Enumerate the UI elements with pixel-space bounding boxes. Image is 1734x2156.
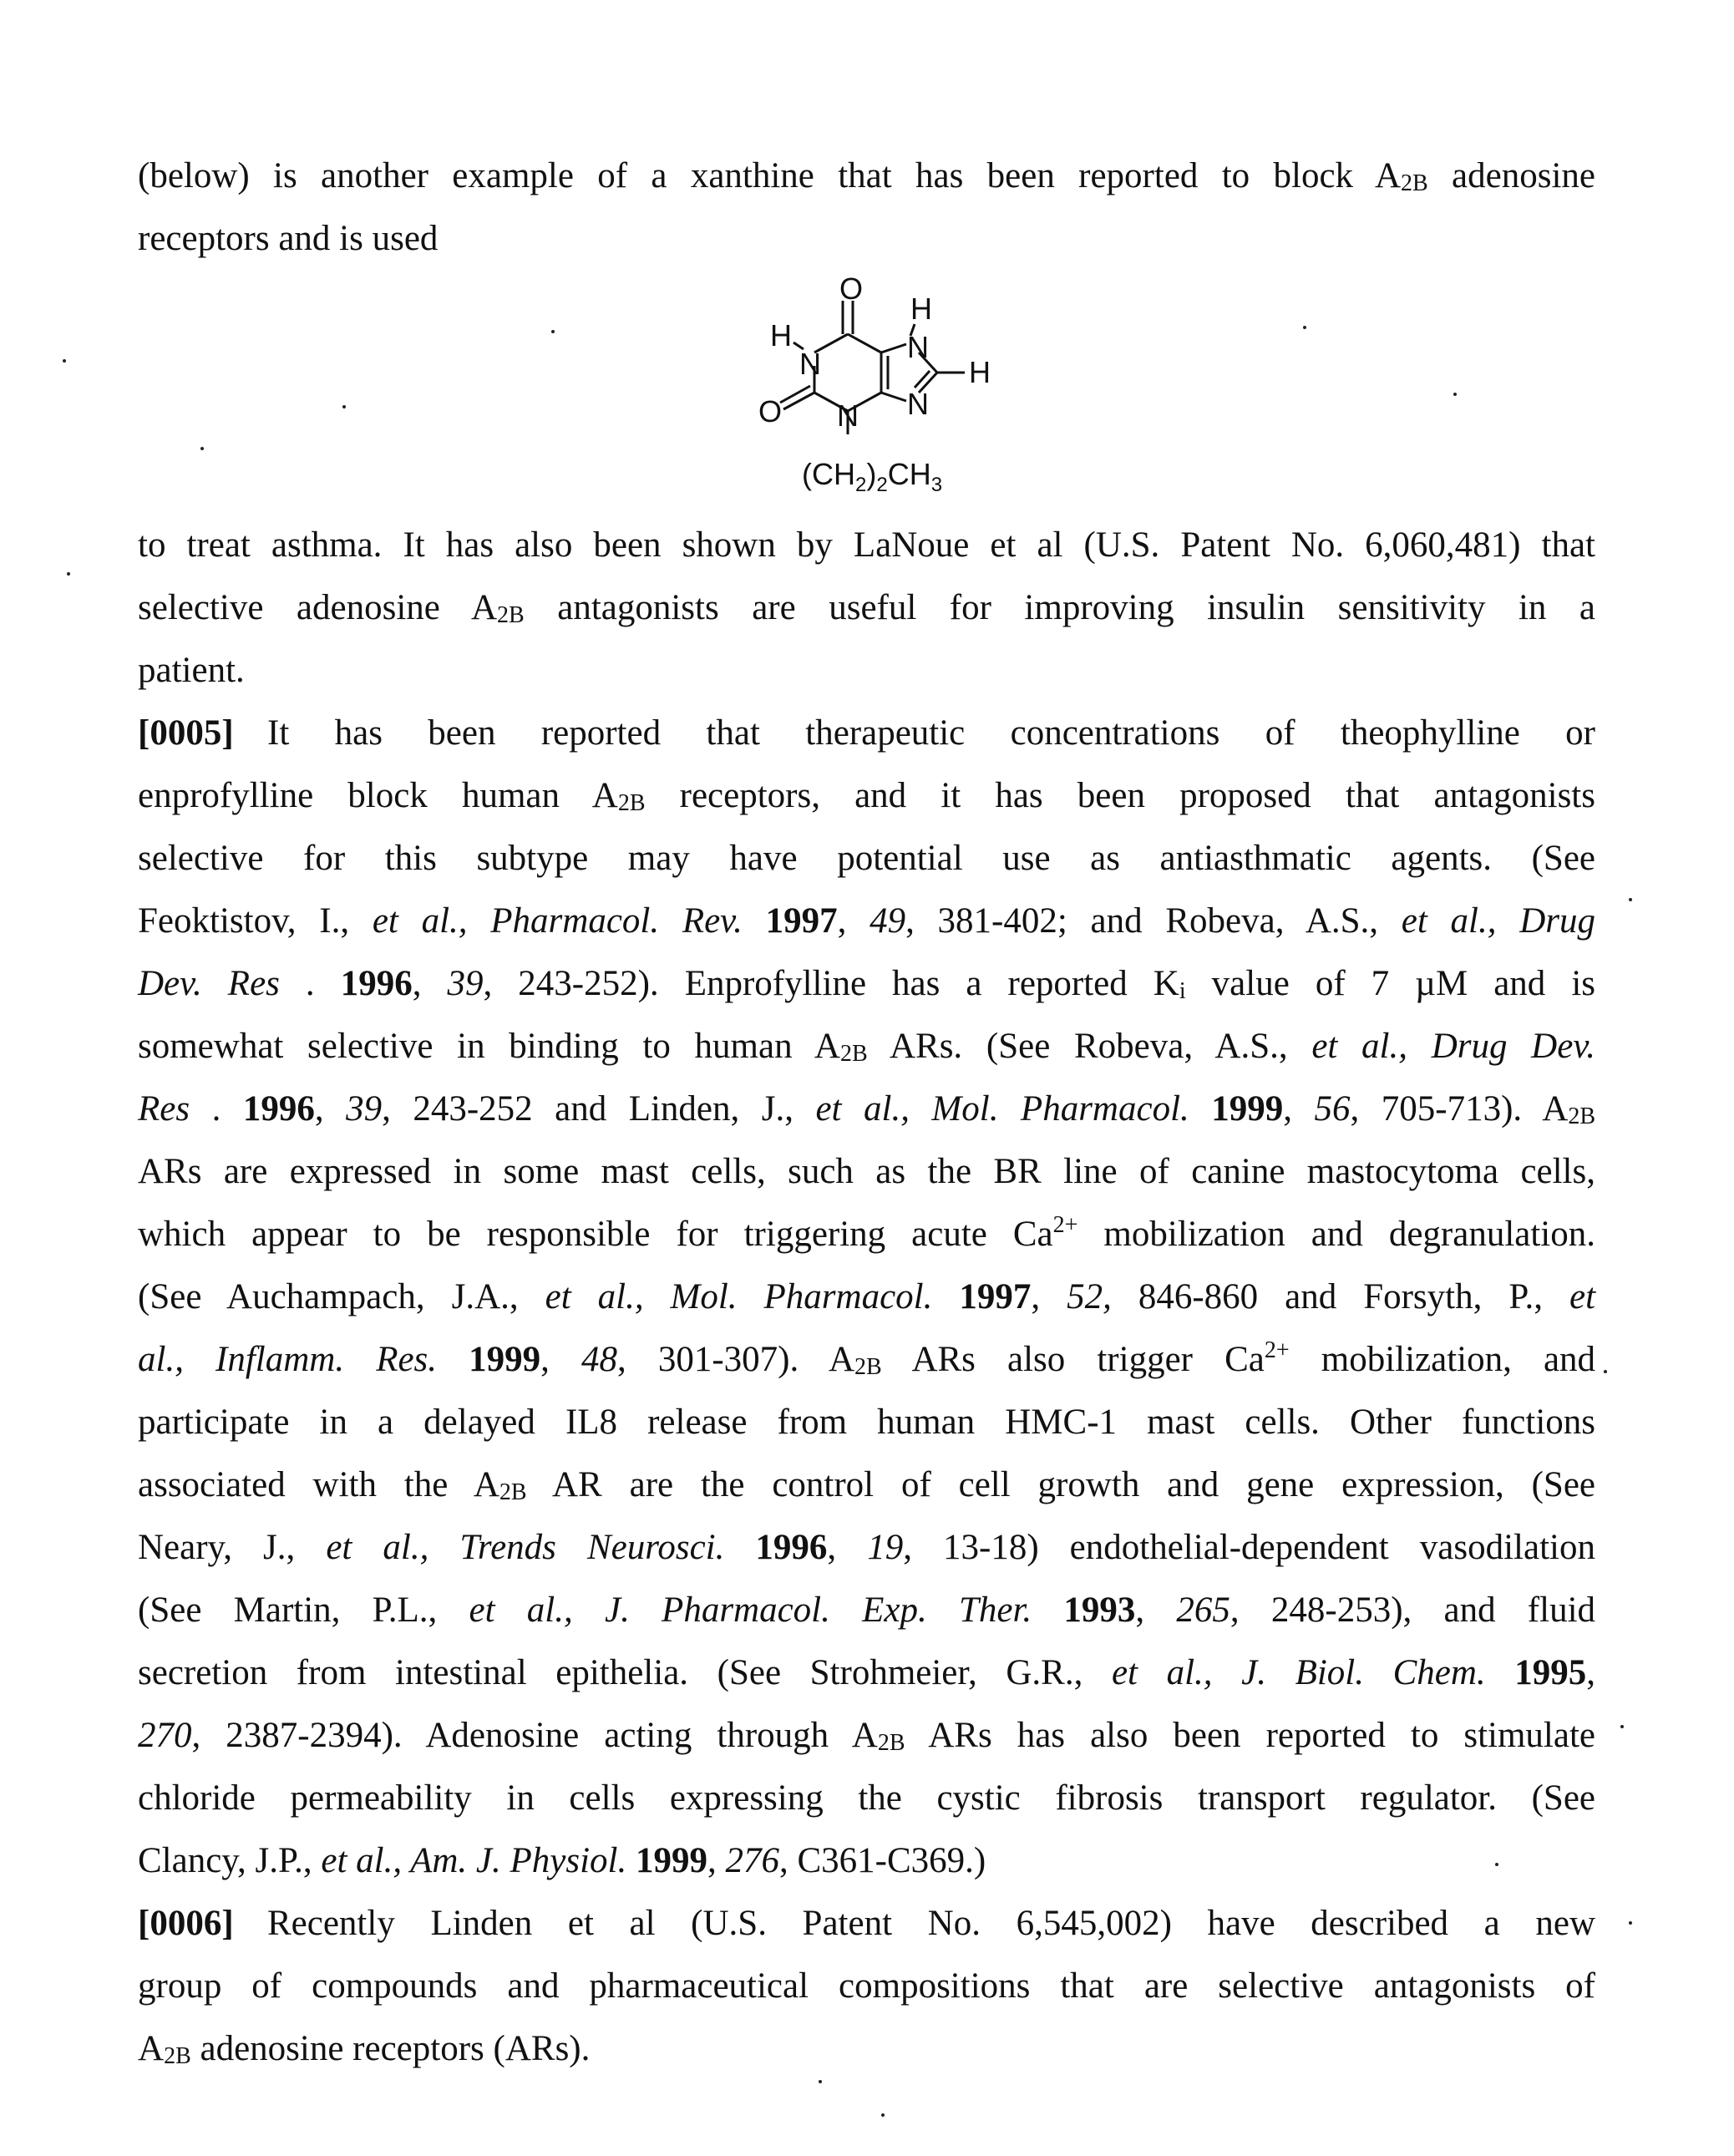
para-0005-line-2: enprofylline block human A2B receptors, and it has been proposed that antagonists: [138, 764, 1595, 827]
atom-n9: N: [907, 387, 929, 421]
para-0005-line-5: Dev. Res . 1996, 39, 243-252). Enprofylline has a reported Ki value of 7 µM and is: [138, 952, 1595, 1015]
para-0005-line-19: Clancy, J.P., et al., Am. J. Physiol. 1999, 276, C361-C369.): [138, 1829, 1595, 1892]
atom-n1: N: [799, 347, 821, 381]
after-structure-line-1: to treat asthma. It has also been shown by LaNoue et al (U.S. Patent No. 6,060,481) that: [138, 514, 1595, 576]
para-0005-line-6: somewhat selective in binding to human A2B ARs. (See Robeva, A.S., et al., Drug Dev.: [138, 1015, 1595, 1078]
scan-speck: [200, 447, 204, 450]
para-0005-line-17: 270, 2387-2394). Adenosine acting through A2B ARs has also been reported to stimulate: [138, 1704, 1595, 1767]
atom-o-left: O: [758, 394, 782, 429]
atom-h-top: H: [910, 292, 932, 326]
para-0005-line-14: Neary, J., et al., Trends Neurosci. 1996, 19, 13-18) endothelial-dependent vasodilation: [138, 1516, 1595, 1579]
scan-speck: [1629, 1921, 1632, 1925]
para-0006-tag: [0006]: [138, 1892, 267, 1955]
scan-speck: [67, 572, 70, 576]
para-0006-line-3: A2B adenosine receptors (ARs).: [138, 2017, 1595, 2080]
para-0005-line-13: associated with the A2B AR are the control of cell growth and gene expression, (See: [138, 1453, 1595, 1516]
para-0005-line-3: selective for this subtype may have potential use as antiasthmatic agents. (See: [138, 827, 1595, 890]
para-0006-line-2: group of compounds and pharmaceutical compositions that are selective antagonists of: [138, 1955, 1595, 2017]
para-0005-tag: [0005]: [138, 702, 267, 764]
after-structure-line-3: patient.: [138, 639, 1595, 702]
scan-speck: [63, 359, 66, 363]
scan-speck: [1303, 326, 1306, 329]
atom-o-top: O: [839, 276, 863, 306]
para-0005-line-7: Res . 1996, 39, 243-252 and Linden, J., et al., Mol. Pharmacol. 1999, 56, 705-713). A2B: [138, 1078, 1595, 1140]
scan-speck: [819, 2080, 822, 2083]
scan-speck: [1453, 393, 1457, 396]
intro-line-2: receptors and is used: [138, 207, 1595, 270]
para-0005-line-11: al., Inflamm. Res. 1999, 48, 301-307). A2B ARs also trigger Ca2+ mobilization, and: [138, 1328, 1595, 1391]
propyl-substituent: (CH2)2CH3: [802, 457, 942, 496]
para-0005-line-16: secretion from intestinal epithelia. (See Strohmeier, G.R., et al., J. Biol. Chem. 1995,: [138, 1641, 1595, 1704]
patent-page: [0, 0, 1734, 2156]
para-0005-line-12: participate in a delayed IL8 release from human HMC-1 mast cells. Other functions: [138, 1391, 1595, 1453]
scan-speck: [1629, 898, 1632, 901]
atom-h-right: H: [969, 355, 991, 389]
after-structure-line-2: selective adenosine A2B antagonists are useful for improving insulin sensitivity in a: [138, 576, 1595, 639]
xanthine-structure-diagram: [710, 276, 1044, 510]
scan-speck: [881, 2113, 885, 2117]
para-0005-line-8: ARs are expressed in some mast cells, such as the BR line of canine mastocytoma cells,: [138, 1140, 1595, 1203]
atom-n3: N: [837, 398, 859, 433]
intro-line-1: (below) is another example of a xanthine that has been reported to block A2B adenosine: [138, 145, 1595, 207]
atom-n7: N: [907, 330, 929, 364]
para-0005-line-15: (See Martin, P.L., et al., J. Pharmacol. Exp. Ther. 1993, 265, 248-253), and fluid: [138, 1579, 1595, 1641]
para-0005-line-18: chloride permeability in cells expressing the cystic fibrosis transport regulator. (See: [138, 1767, 1595, 1829]
para-0005-line-9: which appear to be responsible for triggering acute Ca2+ mobilization and degranulation.: [138, 1203, 1595, 1266]
para-0006-line-1: [0006] Recently Linden et al (U.S. Patent No. 6,545,002) have described a new: [138, 1892, 1595, 1955]
scan-speck: [342, 405, 346, 408]
scan-speck: [551, 330, 555, 333]
scan-speck: [1620, 1725, 1624, 1728]
scan-speck: [1495, 1863, 1498, 1866]
scan-speck: [1604, 1370, 1607, 1373]
para-0005-line-4: Feoktistov, I., et al., Pharmacol. Rev. 1997, 49, 381-402; and Robeva, A.S., et al., Drug: [138, 890, 1595, 952]
para-0005-line-10: (See Auchampach, J.A., et al., Mol. Pharmacol. 1997, 52, 846-860 and Forsyth, P., et: [138, 1266, 1595, 1328]
para-0005-line-1: [0005] It has been reported that therapeutic concentrations of theophylline or: [138, 702, 1595, 764]
atom-h-left: H: [770, 318, 792, 353]
